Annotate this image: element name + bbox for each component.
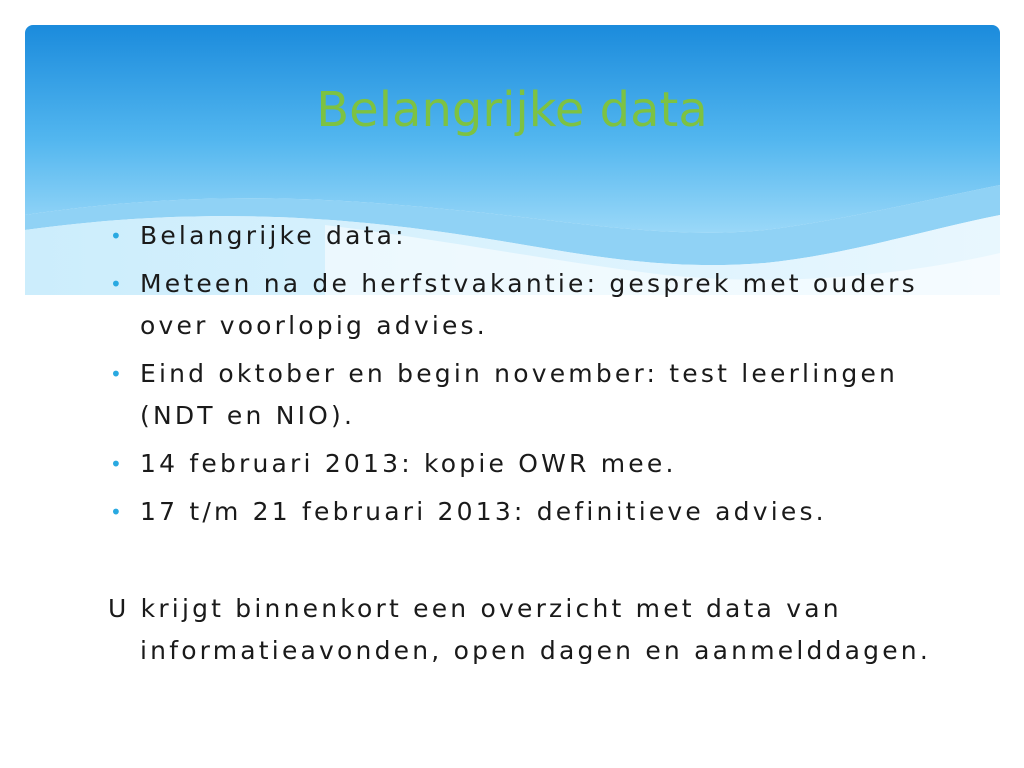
bullet-icon: • [110,272,122,296]
bullet-text: Meteen na de herfstvakantie: gesprek met ouders over voorlopig advies. [140,269,918,340]
bullet-list [108,215,968,539]
closing-note: U krijgt binnenkort een overzicht met data van informatieavonden, open dagen en aanmelddagen. [108,594,931,665]
bullet-item [108,491,968,533]
bullet-text: Belangrijke data: [140,221,407,250]
bullet-icon: • [110,452,122,476]
bullet-text: 17 t/m 21 februari 2013: definitieve advies. [140,497,827,526]
bullet-icon: • [110,224,122,248]
bullet-item [108,263,968,347]
bullet-icon: • [110,500,122,524]
bullet-icon: • [110,362,122,386]
bullet-item [108,443,968,485]
slide-title: Belangrijke data [316,82,708,138]
bullet-item [108,215,968,257]
bullet-item [108,353,968,437]
bullet-text: 14 februari 2013: kopie OWR mee. [140,449,677,478]
bullet-text: Eind oktober en begin november: test leerlingen (NDT en NIO). [140,359,899,430]
